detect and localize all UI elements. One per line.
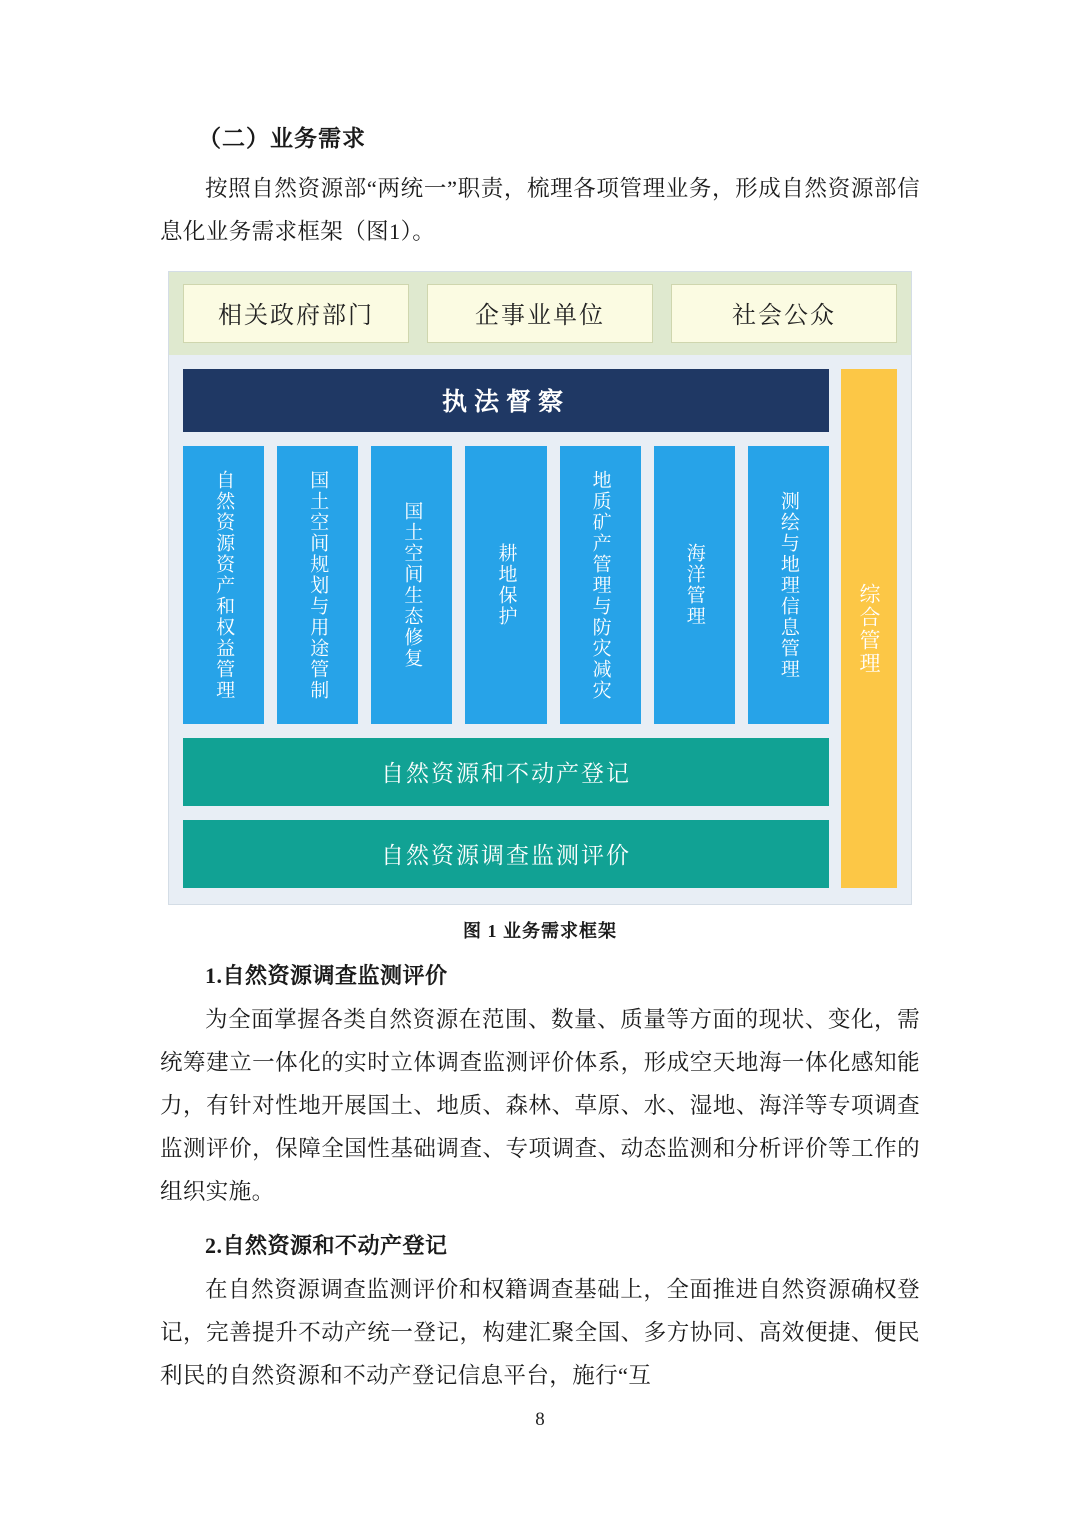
pillar-asset-rights	[183, 446, 264, 724]
pillar-ecological-restoration	[371, 446, 452, 724]
figure-business-requirement-framework	[168, 271, 912, 943]
pillar-label: 耕地保护	[495, 543, 517, 627]
section-2-subheading: 2.自然资源和不动产登记	[205, 1233, 448, 1258]
pillar-label: 海洋管理	[683, 543, 705, 627]
pillar-label: 国土空间生态修复	[401, 501, 423, 669]
page-number: 8	[535, 1409, 545, 1430]
page-heading: （二）业务需求	[198, 126, 366, 151]
pillar-label: 地质矿产管理与防灾减灾	[589, 469, 611, 701]
pillar-label: 测绘与地理信息管理	[777, 490, 799, 680]
sidebar-comprehensive-management	[841, 369, 897, 888]
figure-caption: 图 1 业务需求框架	[463, 921, 617, 941]
section-1-paragraph: 为全面掌握各类自然资源在范围、数量、质量等方面的现状、变化，需统筹建立一体化的实时立体调查监测评价体系，形成空天地海一体化感知能力，有针对性地开展国土、地质、森林、草原、水、湿地、海洋等专项调查监测评价，保障全国性基础调查、专项调查、动态监测和分析评价等工作的组织实施。	[160, 1007, 920, 1204]
banner-law-enforcement: 执法督察	[183, 369, 829, 432]
stakeholder-band	[169, 272, 911, 355]
pillar-geology-mineral	[560, 446, 641, 724]
pillar-marine-management	[654, 446, 735, 724]
stakeholder-box-enterprise: 企事业单位	[427, 284, 653, 343]
stakeholder-box-government: 相关政府部门	[183, 284, 409, 343]
pillar-spatial-planning	[277, 446, 358, 724]
framework-main-column	[183, 369, 829, 888]
pillar-row	[183, 446, 829, 724]
intro-paragraph: 按照自然资源部“两统一”职责，梳理各项管理业务，形成自然资源部信息化业务需求框架（图1）。	[160, 176, 920, 244]
pillar-label: 自然资源资产和权益管理	[213, 469, 235, 701]
base-row-survey-monitoring: 自然资源调查监测评价	[183, 820, 829, 888]
figure-frame	[168, 271, 912, 905]
pillar-surveying-geoinfo	[748, 446, 829, 724]
pillar-label: 国土空间规划与用途管制	[307, 469, 329, 701]
sidebar-label: 综合管理	[857, 582, 881, 675]
pillar-farmland-protection	[465, 446, 546, 724]
section-1-subheading: 1.自然资源调查监测评价	[205, 963, 448, 988]
section-2-paragraph: 在自然资源调查监测评价和权籍调查基础上，全面推进自然资源确权登记，完善提升不动产统一登记，构建汇聚全国、多方协同、高效便捷、便民利民的自然资源和不动产登记信息平台，施行“互	[160, 1277, 920, 1388]
stakeholder-box-public: 社会公众	[671, 284, 897, 343]
framework-body	[169, 355, 911, 904]
base-row-registration: 自然资源和不动产登记	[183, 738, 829, 806]
